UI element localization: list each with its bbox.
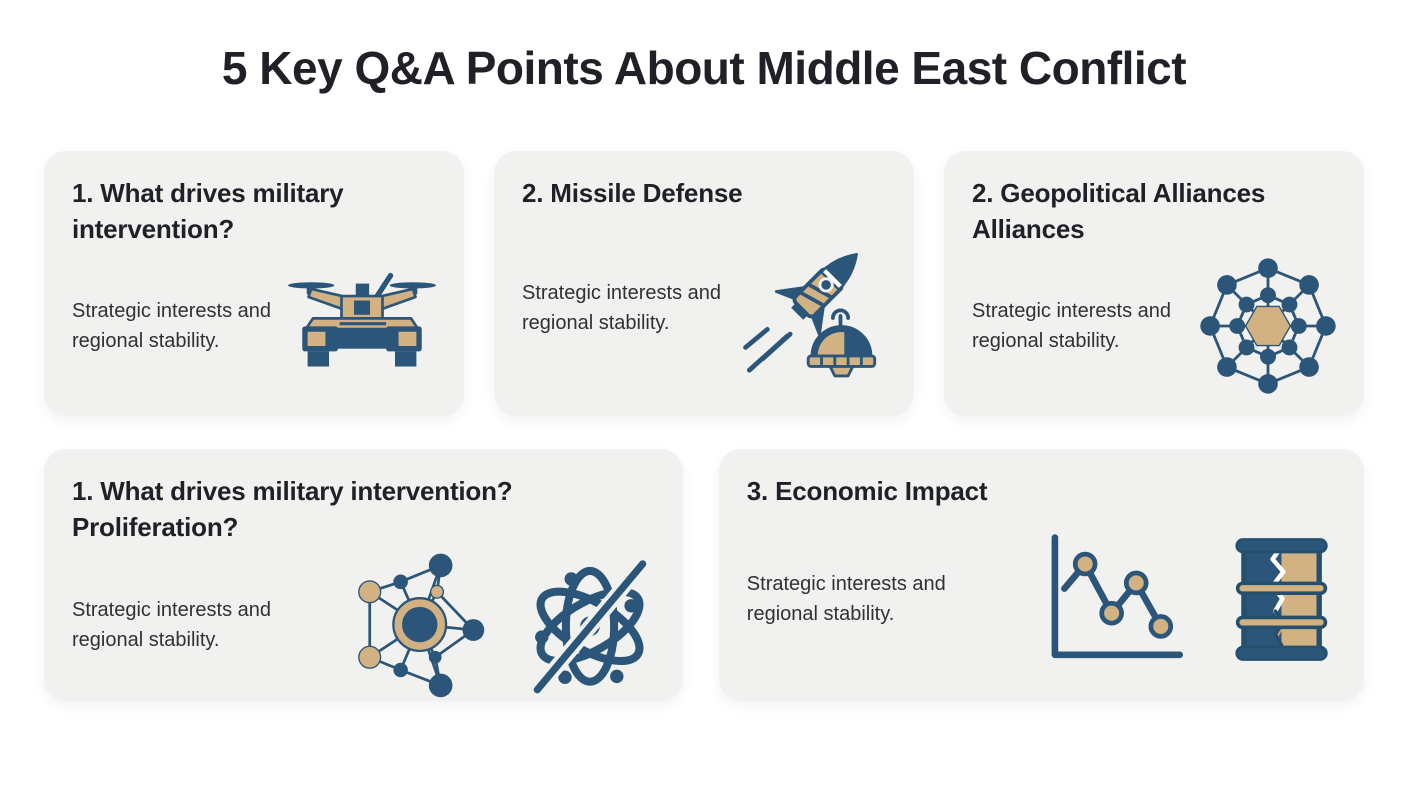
card-body <box>494 211 914 416</box>
card-description: Strategic interests and regional stability. <box>72 598 271 651</box>
cracked-oil-barrel-icon <box>1226 532 1338 667</box>
card-icons <box>286 272 438 379</box>
card-description: Strategic interests and regional stability. <box>522 281 721 334</box>
card-description: Strategic interests and regional stability. <box>972 299 1171 352</box>
card-icons <box>736 236 888 379</box>
card-grid <box>0 151 1408 701</box>
card-proliferation <box>44 449 683 701</box>
card-geopolitical-alliances <box>944 151 1364 416</box>
row-top <box>44 151 1364 416</box>
card-title: 3. Economic Impact <box>746 475 988 506</box>
card-title: 1. What drives military intervention? Proliferation? <box>72 475 513 543</box>
network-hub-icon <box>355 550 489 700</box>
card-description: Strategic interests and regional stability. <box>746 573 946 626</box>
card-title: 2. Missile Defense <box>522 177 743 208</box>
declining-chart-icon <box>1036 528 1192 670</box>
no-nuclear-atom-icon <box>523 551 657 699</box>
missile-defense-illustration <box>736 236 888 379</box>
card-body <box>944 248 1364 416</box>
card-title: 2. Geopolitical Alliances Alliances <box>972 177 1266 245</box>
page-title: 5 Key Q&A Points About Middle East Conflict <box>221 42 1187 94</box>
card-missile-defense <box>494 151 914 416</box>
alliance-network-icon <box>1198 256 1338 396</box>
card-body <box>44 248 464 416</box>
card-body <box>44 546 683 701</box>
armored-drone-tank-icon <box>286 272 438 379</box>
card-description: Strategic interests and regional stability. <box>72 299 271 352</box>
card-economic-impact <box>719 449 1364 701</box>
card-icons <box>355 550 657 700</box>
card-title: 1. What drives military intervention? <box>72 177 344 245</box>
card-icons <box>1036 528 1338 670</box>
infographic-page <box>0 42 1408 810</box>
row-bottom <box>44 449 1364 701</box>
card-military-intervention <box>44 151 464 416</box>
card-icons <box>1198 256 1338 396</box>
card-body <box>719 509 1364 701</box>
